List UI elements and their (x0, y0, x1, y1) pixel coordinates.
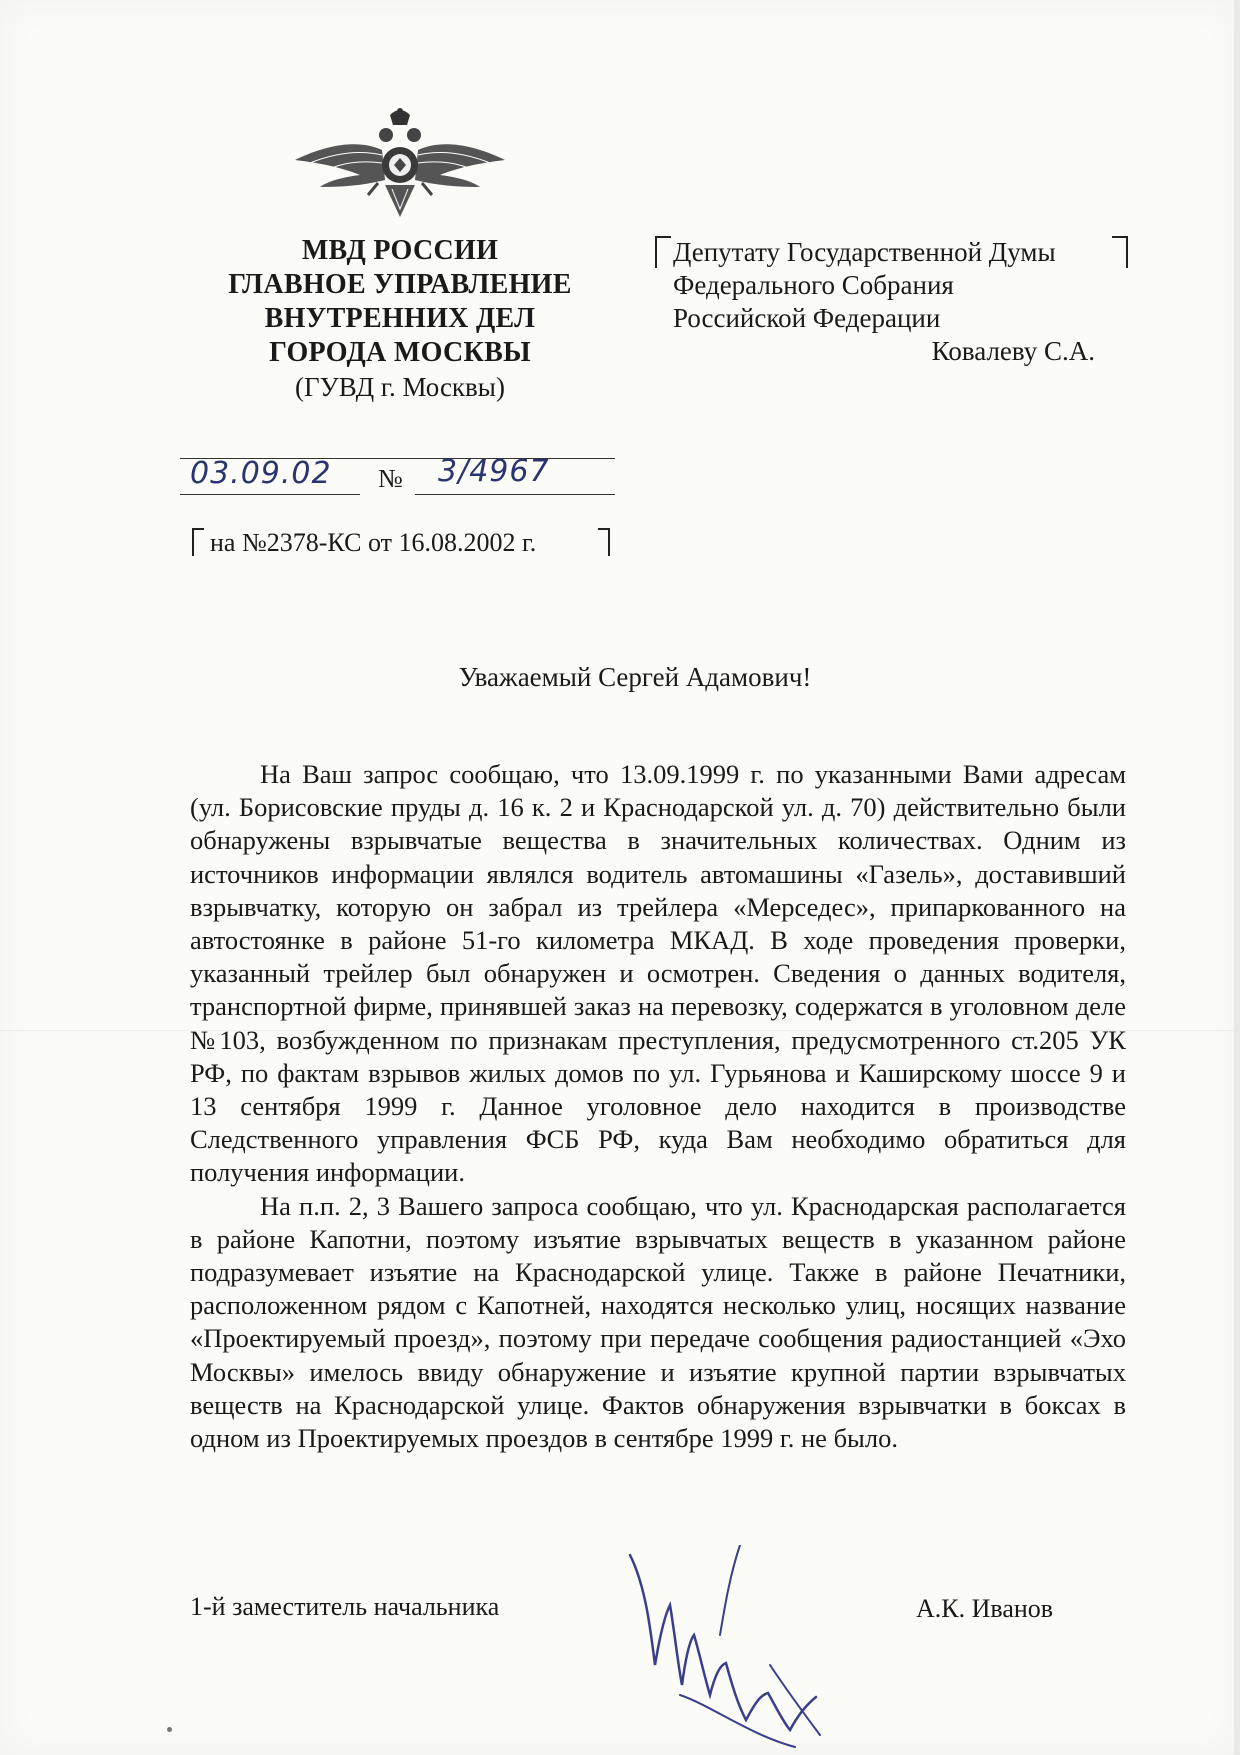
reference-line: на №2378-КС от 16.08.2002 г. (210, 528, 537, 557)
reg-date: 03.09.02 (190, 456, 332, 491)
signatory-position: 1-й заместитель начальника (190, 1592, 500, 1621)
reference-bracket-right (598, 528, 610, 556)
reg-number-sign: № (378, 464, 403, 493)
org-line-2: ГЛАВНОЕ УПРАВЛЕНИЕ (228, 269, 572, 300)
addressee-line-2: Федерального Собрания (673, 270, 954, 300)
reg-rule-date (180, 494, 360, 495)
sender-block (190, 234, 610, 404)
addressee-line-1: Депутату Государственной Думы (673, 237, 1056, 267)
addressee-name: Ковалеву С.А. (931, 336, 1095, 366)
body-paragraph-1: На Ваш запрос сообщаю, что 13.09.1999 г. по указанными Вами адресам (ул. Борисовские пруды д. 16 к. 2 и Краснодарской ул. д. 70) действительно были обнаружены взрывчатые вещества в значительных количествах. Одним из источников информации являлся водитель автомашины «Газель», доставивший взрывчатку, которую он забрал из трейлера «Мерседес», припаркованного на автостоянке в районе 51-го километра МКАД. В ходе проведения проверки, указанный трейлер был обнаружен и осмотрен. Сведения о данных водителя, транспортной фирме, принявшей заказ на перевозку, содержатся в уголовном деле №103, возбужденном по признакам преступления, предусмотренного ст.205 УК РФ, по фактам взрывов жилых домов по ул. Гурьянова и Каширскому шоссе 9 и 13 сентября 1999 г. Данное уголовное дело находится в производстве Следственного управления ФСБ РФ, куда Вам необходимо обратиться для получения информации. (190, 759, 1126, 1188)
reg-rule-number (415, 494, 615, 495)
addressee-line-3: Российской Федерации (673, 303, 941, 333)
salutation: Уважаемый Сергей Адамович! (458, 662, 812, 692)
reference-bracket-left (192, 528, 204, 556)
org-line-3: ВНУТРЕННИХ ДЕЛ (264, 303, 536, 334)
eagle-emblem-icon (290, 105, 510, 225)
paper-speck (167, 1727, 172, 1732)
org-line-4: ГОРОДА МОСКВЫ (269, 337, 531, 368)
addressee-block (655, 236, 1125, 368)
body-paragraph-2: На п.п. 2, 3 Вашего запроса сообщаю, что ул. Краснодарская располагается в районе Капотни, поэтому изъятие взрывчатых веществ в указанном районе подразумевает изъятие на Краснодарской улице. Также в районе Печатники, расположенном рядом с Капотней, находятся несколько улиц, носящих название «Проектируемый проезд», поэтому при передаче сообщения радиостанцией «Эхо Москвы» имелось ввиду обнаружение и изъятие крупной партии взрывчатых веществ на Краснодарской улице. Фактов обнаружения взрывчатки в боксах в одном из Проектируемых проездов в сентябре 1999 г. не было. (190, 1190, 1126, 1454)
registration-line (180, 452, 615, 502)
paper-edge (1234, 0, 1240, 1755)
signatory-name: А.К. Иванов (916, 1594, 1054, 1623)
org-line-1: МВД РОССИИ (301, 235, 499, 266)
reg-number: 3/4967 (438, 454, 550, 489)
handwritten-signature-icon (620, 1545, 880, 1750)
letter-body (190, 758, 1126, 1455)
org-short: (ГУВД г. Москвы) (295, 372, 505, 402)
